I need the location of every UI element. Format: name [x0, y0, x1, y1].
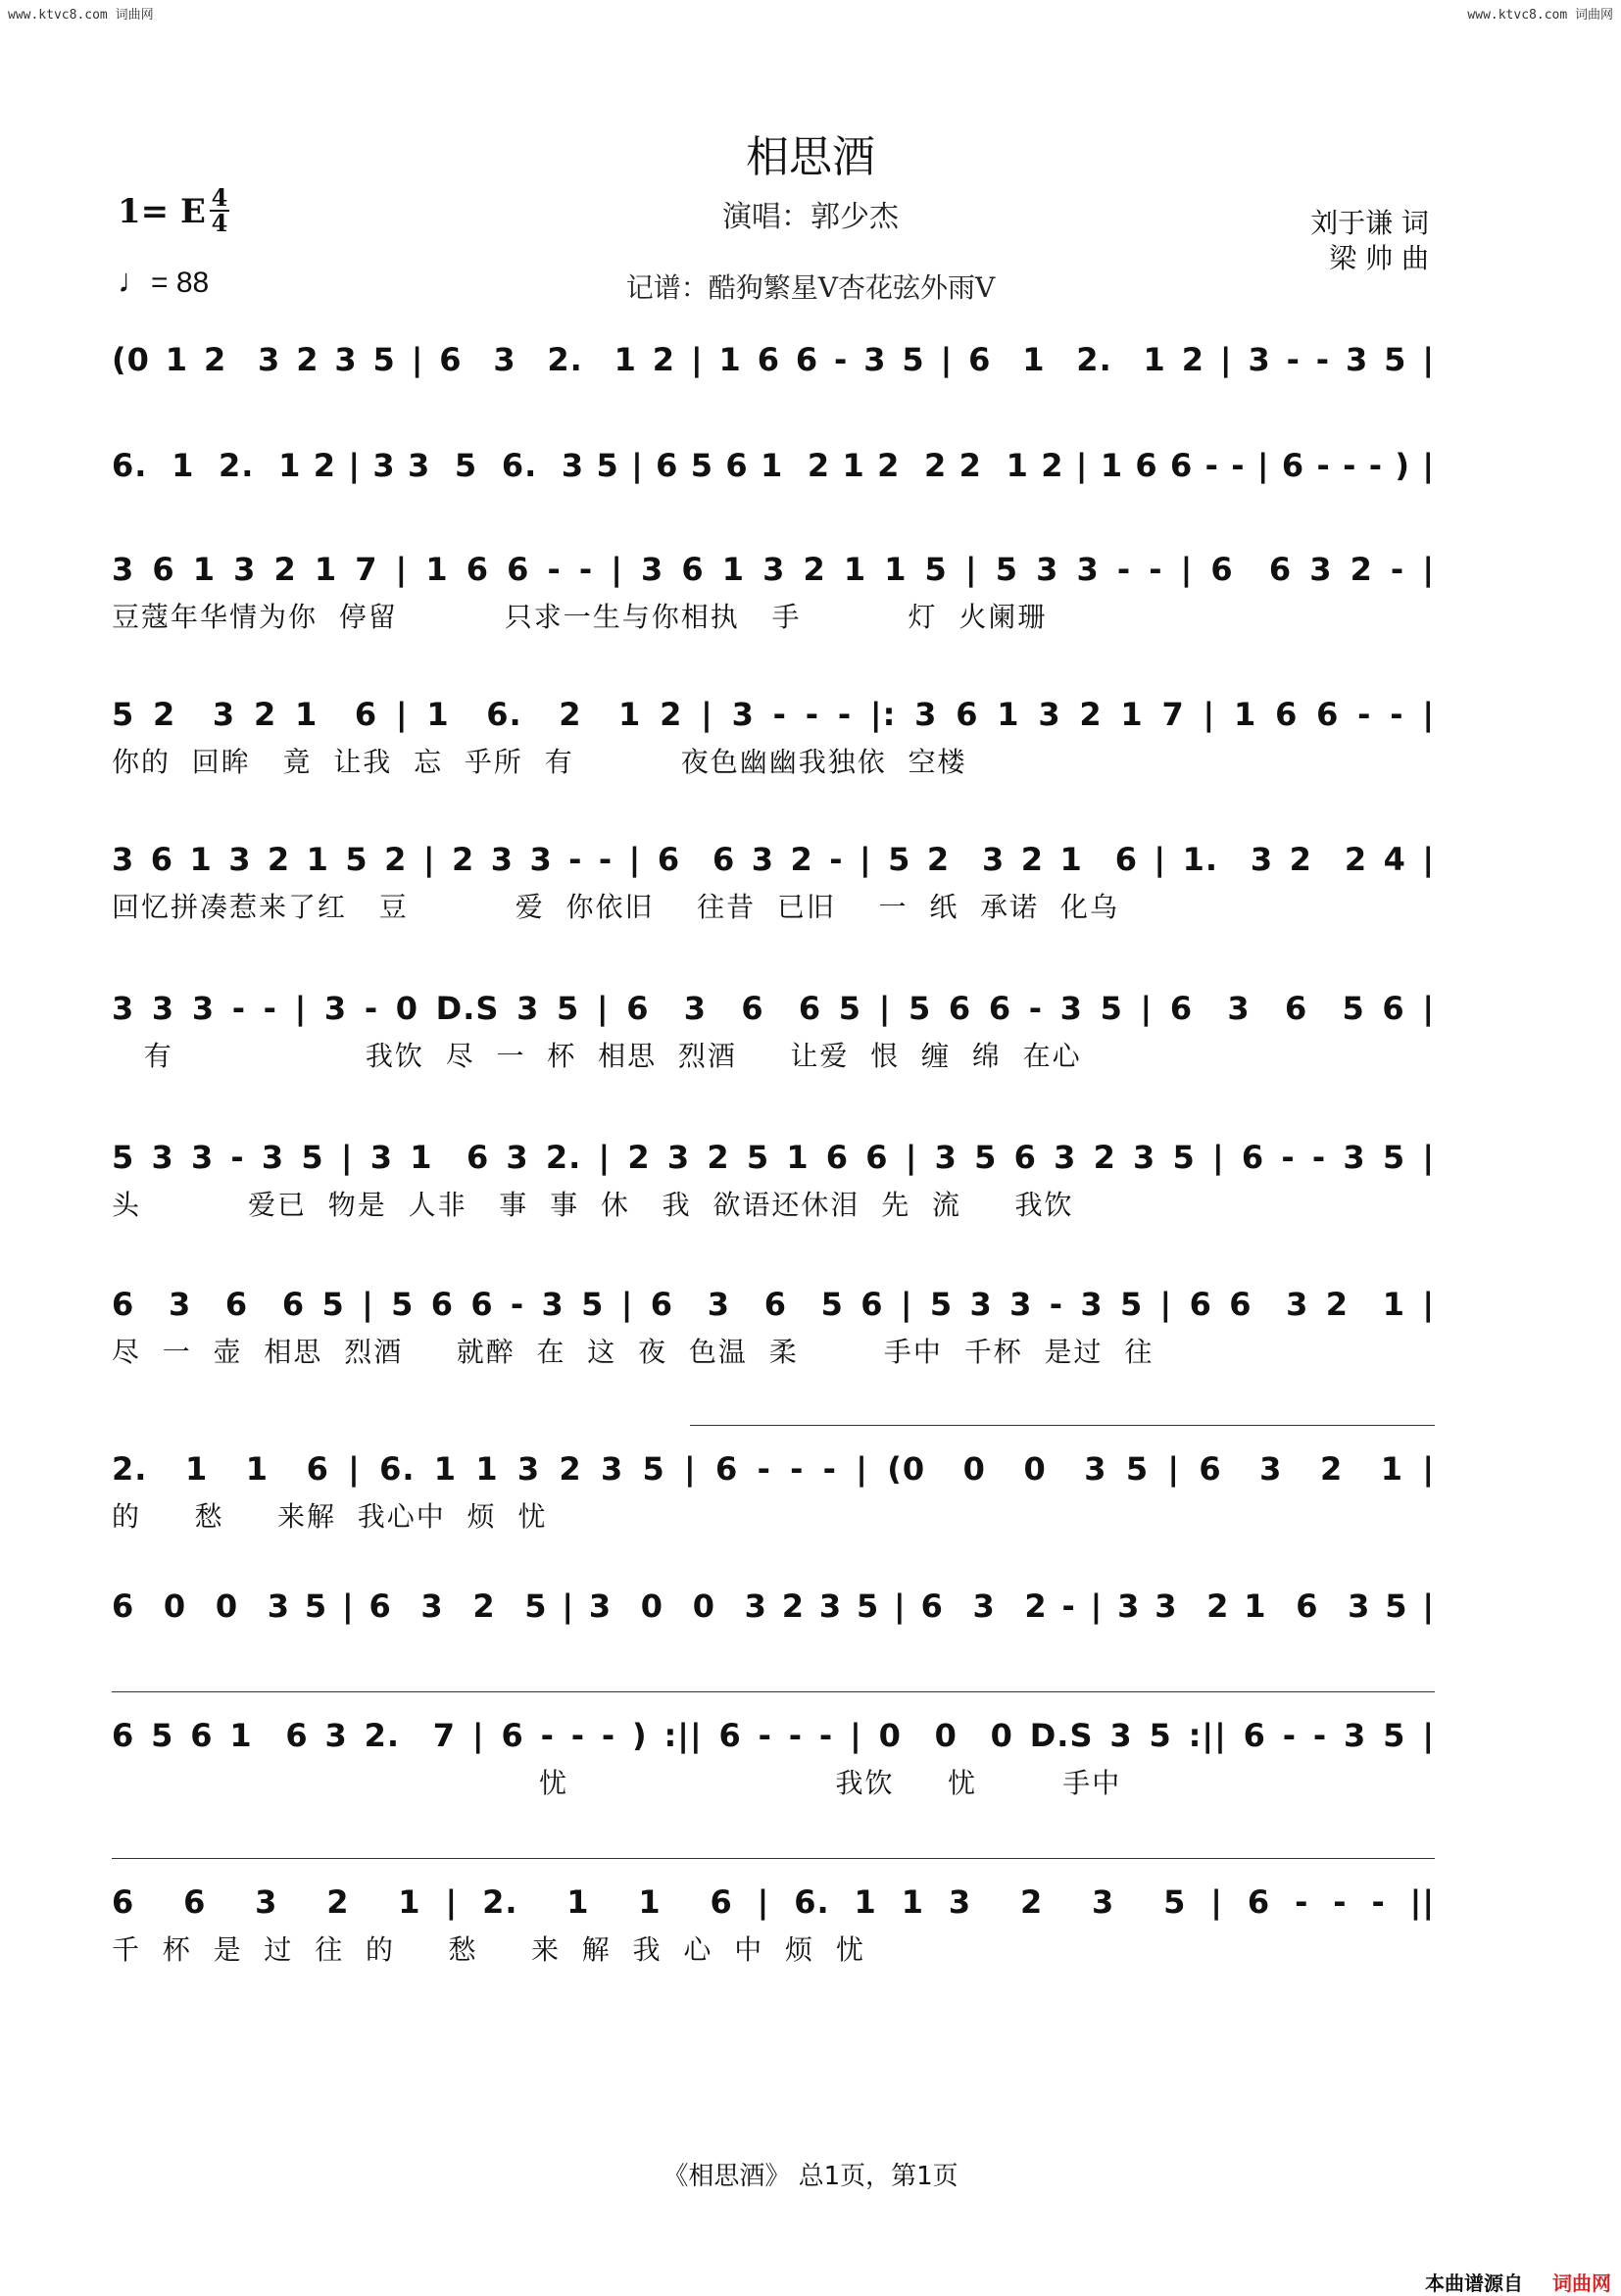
lyric-line: 的 愁 来解 我心中 烦 忧	[112, 1500, 548, 1533]
lyric-line: 头 爱已 物是 人非 事 事 休 我 欲语还休泪 先 流 我饮	[112, 1189, 1074, 1221]
lyric-line	[112, 388, 1435, 427]
time-signature-top: 4	[211, 183, 228, 212]
notes-line: 6 5 6 1 6 3 2. 7 | 6 - - - ) :|| 6 - - - | 0 0 0 D.S 3 5 :|| 6 - - 3 5 |	[112, 1717, 1435, 1754]
lyric-line: 有 我饮 尽 一 杯 相思 烈酒 让爱 恨 缠 绵 在心	[112, 1040, 1082, 1072]
notes-line: 3 6 1 3 2 1 7 | 1 6 6 - - | 3 6 1 3 2 1 1 5 | 5 3 3 - - | 6 6 3 2 - |	[112, 551, 1435, 588]
notes-line: 5 3 3 - 3 5 | 3 1 6 3 2. | 2 3 2 5 1 6 6 | 3 5 6 3 2 3 5 | 6 - - 3 5 |	[112, 1139, 1435, 1176]
notes-line: 5 2 3 2 1 6 | 1 6. 2 1 2 | 3 - - - |: 3 6 1 3 2 1 7 | 1 6 6 - - |	[112, 696, 1435, 733]
site-logo: 词曲网	[1552, 2272, 1611, 2295]
lyric-line	[112, 494, 1435, 533]
notes-line: 6. 1 2. 1 2 | 3 3 5 6. 3 5 | 6 5 6 1 2 1 2 2 2 1 2 | 1 6 6 - - | 6 - - - ) |	[112, 447, 1435, 484]
transcriber-credit: 记谱：酷狗繁星V杏花弦外雨V	[625, 271, 996, 304]
lyric-line: 你的 回眸 竟 让我 忘 乎所 有 夜色幽幽我独依 空楼	[112, 746, 967, 778]
page-footer: 《相思酒》 总1页，第1页	[663, 2162, 958, 2191]
quarter-note-icon: ♩	[118, 263, 151, 300]
notes-line: (0 1 2 3 2 3 5 | 6 3 2. 1 2 | 1 6 6 - 3 5 | 6 1 2. 1 2 | 3 - - 3 5 |	[112, 341, 1435, 378]
singer-credit: 演唱：郭少杰	[722, 200, 899, 234]
composer-credit: 梁 帅 曲	[1329, 242, 1429, 274]
notes-line: 2. 1 1 6 | 6. 1 1 3 2 3 5 | 6 - - - | (0 0 0 3 5 | 6 3 2 1 |	[112, 1450, 1435, 1488]
song-title: 相思酒	[746, 132, 875, 182]
volta-1-bracket	[690, 1425, 1435, 1426]
lyric-line: 忧 我饮 忧 手中	[112, 1767, 1122, 1799]
notes-line: 3 3 3 - - | 3 - 0 D.S 3 5 | 6 3 6 6 5 | 5 6 6 - 3 5 | 6 3 6 5 6 |	[112, 990, 1435, 1027]
key-signature: 1= E	[118, 192, 206, 231]
volta-2-bracket	[112, 1691, 1435, 1692]
time-signature-bottom: 4	[211, 209, 228, 237]
lyric-line	[112, 1635, 1435, 1674]
lyricist-credit: 刘于谦 词	[1310, 207, 1429, 239]
notes-line: 6 0 0 3 5 | 6 3 2 5 | 3 0 0 3 2 3 5 | 6 3 2 - | 3 3 2 1 6 3 5 |	[112, 1588, 1435, 1625]
notes-line: 3 6 1 3 2 1 5 2 | 2 3 3 - - | 6 6 3 2 - | 5 2 3 2 1 6 | 1. 3 2 2 4 |	[112, 841, 1435, 878]
notes-line: 6 6 3 2 1 | 2. 1 1 6 | 6. 1 1 3 2 3 5 | 6 - - - ||	[112, 1883, 1435, 1921]
notes-line: 6 3 6 6 5 | 5 6 6 - 3 5 | 6 3 6 5 6 | 5 3 3 - 3 5 | 6 6 3 2 1 |	[112, 1286, 1435, 1323]
source-note: 本曲谱源自	[1425, 2272, 1523, 2295]
lyric-line: 回忆拼凑惹来了红 豆 爱 你依旧 往昔 已旧 一 纸 承诺 化乌	[112, 891, 1119, 923]
lyric-line: 千 杯 是 过 往 的 愁 来 解 我 心 中 烦 忧	[112, 1933, 865, 1966]
header-site-right: www.ktvc8.com 词曲网	[1467, 8, 1613, 23]
lyric-line: 尽 一 壶 相思 烈酒 就醉 在 这 夜 色温 柔 手中 千杯 是过 往	[112, 1336, 1154, 1368]
tempo-value: = 88	[151, 267, 210, 299]
header-site-left: www.ktvc8.com 词曲网	[8, 8, 154, 23]
lyric-line: 豆蔻年华情为你 停留 只求一生与你相执 手 灯 火阑珊	[112, 601, 1048, 633]
ending-bracket	[112, 1858, 1435, 1859]
